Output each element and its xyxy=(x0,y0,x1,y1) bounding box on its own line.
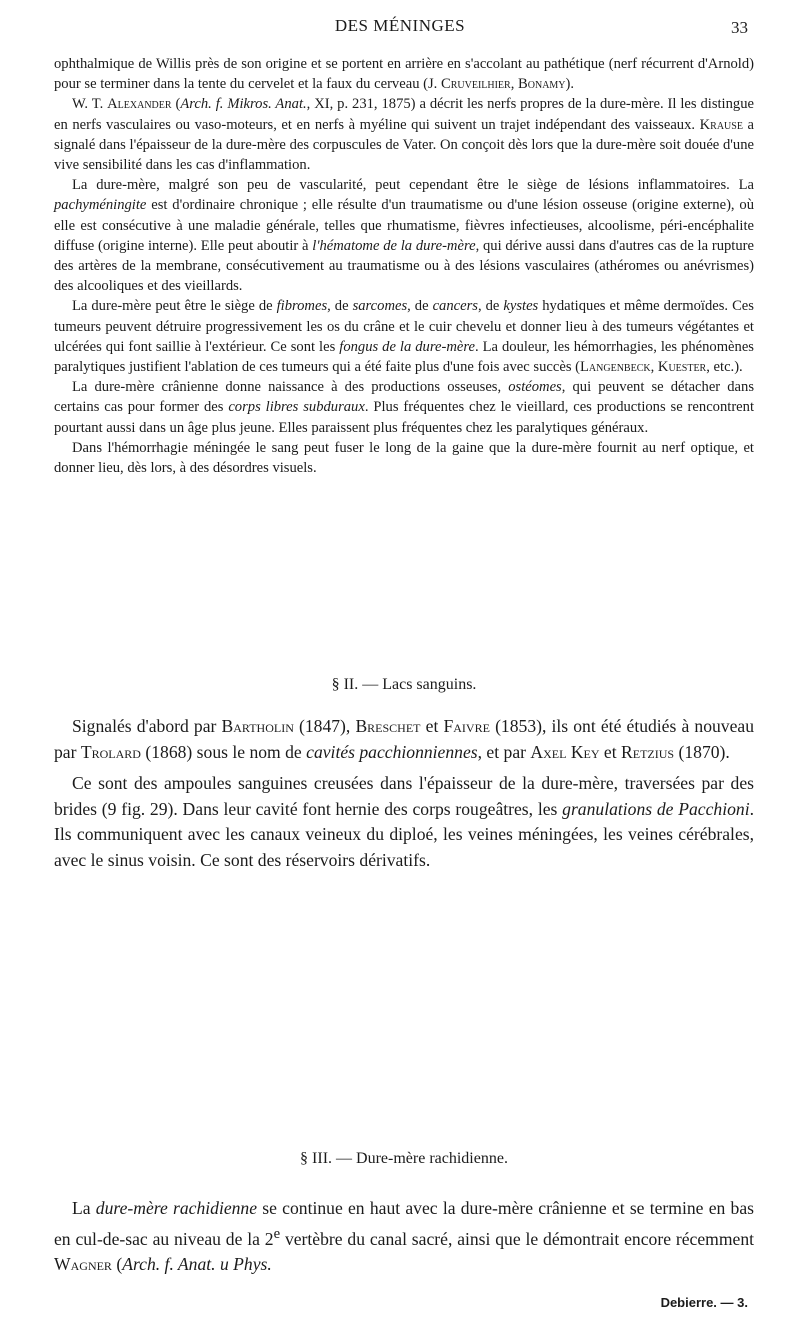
emphasis: ostéomes xyxy=(508,379,562,396)
text-run: , XI, p. 231, 1875) a décrit les nerfs propres de la dure-mère. Il les distingue en nerfs vasculaires ou vaso-moteurs, et en nerfs à myéline qui suivent un trajet indépendant des vaisseaux. xyxy=(54,96,754,133)
paragraph xyxy=(54,714,754,765)
text-run: (1847), xyxy=(293,716,356,736)
author-name: Axel Key xyxy=(530,741,600,762)
text-run: , qui peuvent se détacher dans certains cas pour former des xyxy=(54,379,755,416)
section-heading: § III. — Dure-mère rachidienne. xyxy=(300,1150,508,1167)
paragraph xyxy=(54,175,754,296)
text-run: Signalés d'abord par xyxy=(72,716,222,736)
emphasis: sarcomes xyxy=(352,298,408,315)
author-name: Cruveilhier xyxy=(440,76,511,93)
section-heading: § II. — Lacs sanguins. xyxy=(331,676,477,693)
emphasis: fibromes xyxy=(276,298,328,315)
text-run: Dans l'hémorrhagie méningée le sang peut fuser le long de la gaine que la dure-mère fournit au nerf optique, et donner lieu, dès lors, à des désordres visuels. xyxy=(54,439,754,477)
text-run: ). xyxy=(565,76,575,93)
emphasis: fongus de la dure-mère xyxy=(339,338,475,355)
text-run: , xyxy=(650,359,658,376)
author-name: Retzius xyxy=(621,741,675,762)
author-name: Langenbeck xyxy=(580,359,651,376)
text-run: , de xyxy=(407,298,433,315)
section-1-small-text xyxy=(54,54,754,478)
text-run: est d'ordinaire chronique ; elle résulte d'un traumatisme ou d'une lésion osseuse (origine externe), où elle est consécutive à une maladie générale, telles que rhumatisme, fièvres infectieuses, alcoolisme, péri-encéphalite diffuse (origine interne). Elle peut aboutir à xyxy=(54,197,754,254)
emphasis: Arch. f. Anat. u Phys. xyxy=(122,1254,272,1275)
text-run: (1853), ils ont été étudiés à nouveau par xyxy=(54,716,755,762)
text-run: ( xyxy=(111,1254,123,1275)
paragraph xyxy=(54,94,754,175)
text-run: La dure-mère, malgré son peu de vascularité, peut cependant être le siège de lésions inflammatoires. La xyxy=(72,177,754,194)
text-run: , qui dérive aussi dans d'autres cas de la rupture des artères de la membrane, consécutivement au traumatisme ou à des lésions vasculaires (athéromes ou anévrismes) des alcooliques et des vieillards. xyxy=(54,237,754,295)
text-run: , xyxy=(510,76,519,93)
paragraph xyxy=(54,771,754,873)
author-name: Wagner xyxy=(54,1254,112,1275)
author-name: Faivre xyxy=(443,716,490,736)
section-2-text xyxy=(54,714,754,874)
text-run: (1868) sous le nom de xyxy=(140,741,307,762)
running-title: DES MÉNINGES xyxy=(334,16,466,35)
paragraph xyxy=(54,1196,754,1278)
author-name: Kuester xyxy=(657,359,707,376)
author-name: Krause xyxy=(699,116,743,133)
author-name: Trolard xyxy=(80,741,141,762)
text-run: W. T. xyxy=(72,96,108,113)
page-number: 33 xyxy=(731,18,748,37)
section-3-text xyxy=(54,1196,754,1278)
author-name: Alexander xyxy=(107,96,172,113)
text-run: , de xyxy=(327,298,353,315)
text-run: . Ils communiquent avec les canaux veineux du diploé, les veines méningées, les veines cérébrales, avec le sinus voisin. Ce sont des réservoirs dérivatifs. xyxy=(54,798,754,870)
text-run: , et par xyxy=(477,741,531,762)
text-run: ophthalmique de Willis près de son origine et se portent en arrière en s'accolant au pathétique (nerf récurrent d'Arnold) pour se terminer dans la tente du cervelet et la faux du cerveau (J. xyxy=(54,56,754,93)
text-run: (1870). xyxy=(674,741,730,762)
section-3-heading-block xyxy=(54,1150,754,1168)
emphasis: kystes xyxy=(503,298,539,315)
page-header xyxy=(0,16,800,42)
text-run: et xyxy=(599,741,622,762)
text-run: et xyxy=(420,716,444,736)
paragraph xyxy=(54,377,754,438)
section-2-heading-block xyxy=(54,676,754,694)
paragraph xyxy=(54,438,754,478)
text-run: . Plus fréquentes chez le vieillard, ces productions se rencontrent pourtant aussi dans un âge plus jeune. Elles paraissent plus fréquentes chez les paralytiques généraux. xyxy=(54,399,755,436)
text-run: La dure-mère peut être le siège de xyxy=(72,298,277,315)
author-name: Breschet xyxy=(355,716,421,736)
text-run: se continue en haut avec la dure-mère crânienne et se termine en bas en cul-de-sac au niveau de la 2 xyxy=(54,1198,754,1249)
emphasis: Arch. f. Mikros. Anat. xyxy=(180,96,307,113)
superscript: e xyxy=(273,1225,281,1242)
signature-mark: Debierre. — 3. xyxy=(660,1295,748,1310)
author-name: Bonamy xyxy=(518,76,566,93)
text-run: La xyxy=(72,1198,96,1218)
paragraph xyxy=(54,296,754,377)
emphasis: cavités pacchionniennes xyxy=(306,741,478,762)
emphasis: pachyméningite xyxy=(54,197,147,214)
emphasis: dure-mère rachidienne xyxy=(95,1198,258,1218)
text-run: Ce sont des ampoules sanguines creusées dans l'épaisseur de la dure-mère, traversées par des brides (9 fig. 29). Dans leur cavité font hernie des corps rougeâtres, les xyxy=(54,773,754,819)
text-run: La dure-mère crânienne donne naissance à des productions osseuses, xyxy=(72,379,509,396)
author-name: Bartholin xyxy=(221,716,294,736)
emphasis: corps libres subduraux xyxy=(228,399,365,416)
emphasis: granulations de Pacchioni xyxy=(562,798,750,819)
text-run: . La douleur, les hémorrhagies, les phénomènes paralytiques justifient l'ablation de ces tumeurs qui a été faite plus d'une fois avec succès ( xyxy=(54,338,754,376)
text-run: , de xyxy=(477,298,504,315)
text-run: , etc.). xyxy=(706,359,743,376)
emphasis: l'hématome de la dure-mère xyxy=(312,237,476,254)
text-run: vertèbre du canal sacré, ainsi que le démontrait encore récemment xyxy=(280,1228,754,1249)
paragraph xyxy=(54,54,754,94)
text-run: ( xyxy=(171,96,181,113)
emphasis: cancers xyxy=(432,298,478,315)
text-run: a signalé dans l'épaisseur de la dure-mère des corpuscules de Vater. On conçoit dès lors que la dure-mère soit douée d'une vive sensibilité dans les cas d'inflammation. xyxy=(54,116,754,174)
text-run: hydatiques et même dermoïdes. Ces tumeurs peuvent détruire progressivement les os du crâne et le cuir chevelu et donner lieu à des tumeurs végétantes et ulcérées qui font saillie à l'extérieur. Ce sont les xyxy=(54,298,754,355)
